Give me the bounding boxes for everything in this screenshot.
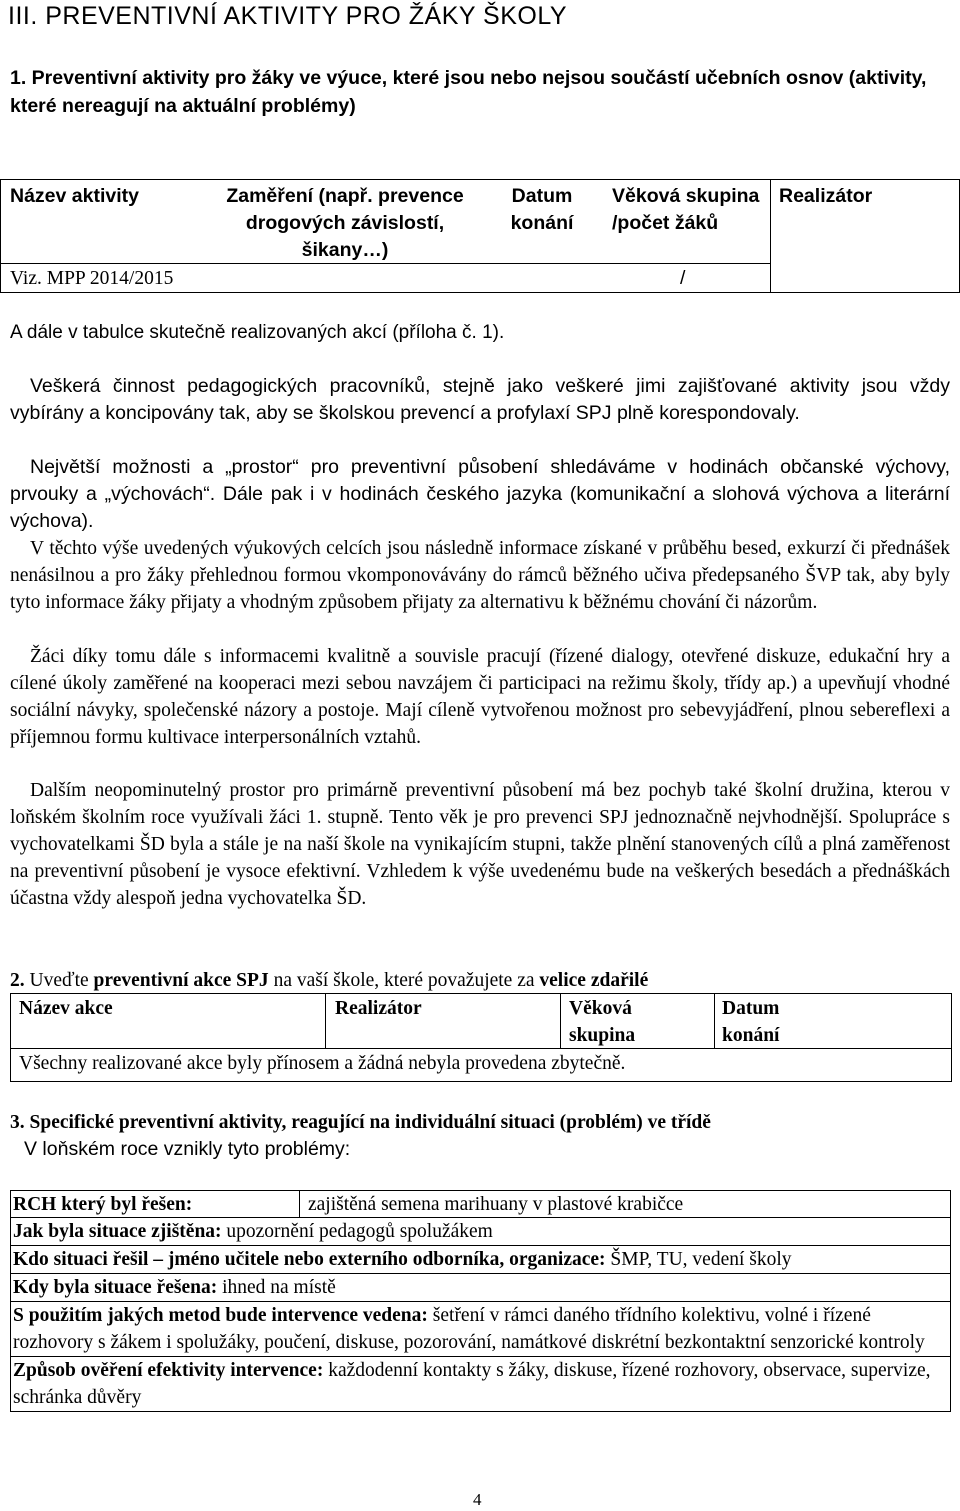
section2-emphasis: preventivní akce SPJ (93, 970, 269, 991)
table-note: A dále v tabulce skutečně realizovaných akcí (příloha č. 1). (10, 322, 505, 343)
page-number: 4 (473, 1490, 482, 1509)
row-value: každodenní kontakty s žáky, diskuse, řízené rozhovory, observace, supervize, schránka důvěry (13, 1360, 931, 1408)
section3-title: 3. Specifické preventivní aktivity, reagující na individuální situaci (problém) ve třídě (10, 1112, 711, 1133)
section2-text: na vaší škole, které považujete za (268, 970, 540, 991)
col-focus: Zaměření (např. prevence drogových závislostí, šikany…) (226, 185, 464, 261)
section3-subtitle: V loňském roce vznikly tyto problémy: (24, 1138, 351, 1160)
row-value: upozornění pedagogů spolužákem (221, 1221, 493, 1242)
paragraph: Veškerá činnost pedagogických pracovníků, stejně jako veškeré jimi zajišťované aktivity jsou vždy vybírány a koncipovány tak, aby se školskou prevencí a profylaxí SPJ plně korespondovaly. (10, 375, 950, 424)
page-title: III. PREVENTIVNÍ AKTIVITY PRO ŽÁKY ŠKOLY (8, 2, 568, 30)
table-row (11, 1273, 950, 1301)
row-label: S použitím jakých metod bude intervence vedena: (13, 1305, 428, 1326)
section2-title (10, 967, 648, 994)
table-row: Všechny realizované akce byly přínosem a žádná nebyla provedena zbytečně. (19, 1053, 626, 1074)
paragraph: Největší možnosti a „prostor“ pro preventivní působení shledáváme v hodinách občanské výchovy, prvouky a „výchovách“. Dále pak i v hodinách českého jazyka (komunikační a slohová výchova a literární výchova). (10, 456, 950, 532)
problems-table (10, 1190, 951, 1412)
table-divider (770, 179, 771, 292)
paragraph: V těchto výše uvedených výukových celcích jsou následně informace získané v průběhu besed, exkurzí či přednášek nenásilnou a pro žáky přehlednou formou vkomponovávány do rámců běžného učiva předepsaného ŠVP tak, aby byly tyto informace žáky přijaty a vhodným způsobem přijaty za alternativu k běžnému chování či názorům. (10, 538, 950, 613)
paragraph: Dalším neopominutelný prostor pro primárně preventivní působení má bez pochyb také školní družina, kterou v loňském školním roce využívali žáci 1. stupně. Tento věk je pro prevenci SPJ jednoznačně nejvhodnější. Spolupráce s vychovatelkami ŠD byla a stále je na naší škole na vynikajícím stupni, takže plnění stanovených cílů a plná zaměřenost na preventivní působení je vysoce efektivní. Vzhledem k výše uvedenému bude na veškerých besedách a přednáškách účastna vždy alespoň jedna vychovatelka ŠD. (10, 780, 950, 909)
col-activity-name: Název aktivity (10, 185, 139, 207)
row-label: Kdo situaci řešil – jméno učitele nebo externího odborníka, organizace: (13, 1249, 606, 1270)
col-date: Datum konání (510, 185, 574, 234)
col-action-name: Název akce (19, 998, 113, 1019)
col-provider: Realizátor (335, 998, 422, 1019)
table-divider (299, 1191, 300, 1217)
table-row (11, 1245, 950, 1273)
table-divider (560, 994, 561, 1048)
table-row (11, 1217, 950, 1245)
row-reference: Viz. MPP 2014/2015 (10, 268, 174, 289)
section2-text: Uveďte (24, 970, 94, 991)
row-value: zajištěná semena marihuany v plastové krabičce (308, 1194, 684, 1215)
table-row (11, 1191, 950, 1217)
table-divider (325, 994, 326, 1048)
activities-table (0, 179, 960, 292)
row-label: Jak byla situace zjištěna: (13, 1221, 222, 1242)
row-label: RCH který byl řešen: (13, 1194, 193, 1215)
col-provider: Realizátor (779, 185, 873, 207)
row-value: šetření v rámci daného třídního kolektivu, volné i řízené rozhovory s žákem i spolužáky, poučení, diskuse, pozorování, namátkové diskrétní bezkontaktní senzorické kontroly (13, 1305, 925, 1353)
row-value: ihned na místě (217, 1277, 336, 1298)
table-row (11, 1301, 950, 1356)
table-row (11, 1356, 950, 1411)
col-age-group: Věková skupina (569, 998, 636, 1046)
successful-actions-table (10, 993, 952, 1082)
table-divider (714, 994, 715, 1048)
row-value: ŠMP, TU, vedení školy (605, 1249, 792, 1270)
section2-number: 2. (10, 970, 25, 991)
col-date: Datum konání (722, 998, 780, 1046)
col-age-group: Věková skupina /počet žáků (612, 185, 760, 234)
row-label: Kdy byla situace řešena: (13, 1277, 218, 1298)
row-slash: / (680, 267, 686, 289)
section2-emphasis: velice zdařilé (539, 970, 649, 991)
row-label: Způsob ověření efektivity intervence: (13, 1360, 324, 1381)
paragraph: Žáci díky tomu dále s informacemi kvalitně a souvisle pracují (řízené dialogy, otevřené diskuze, edukační hry a cílené úkoly zaměřené na kooperaci mezi sebou navzájem či participaci na režimu školy, třídy ap.) a upevňují vhodné sociální návyky, společenské názory a postoje. Mají cíleně vytvořenou možnost pro sebevyjádření, plnou sebereflexi a příjemnou formu kultivace interpersonálních vztahů. (10, 646, 950, 748)
section1-title: 1. Preventivní aktivity pro žáky ve výuce, které jsou nebo nejsou součástí učebních osnov (aktivity, které nereagují na aktuální problémy) (10, 67, 927, 117)
